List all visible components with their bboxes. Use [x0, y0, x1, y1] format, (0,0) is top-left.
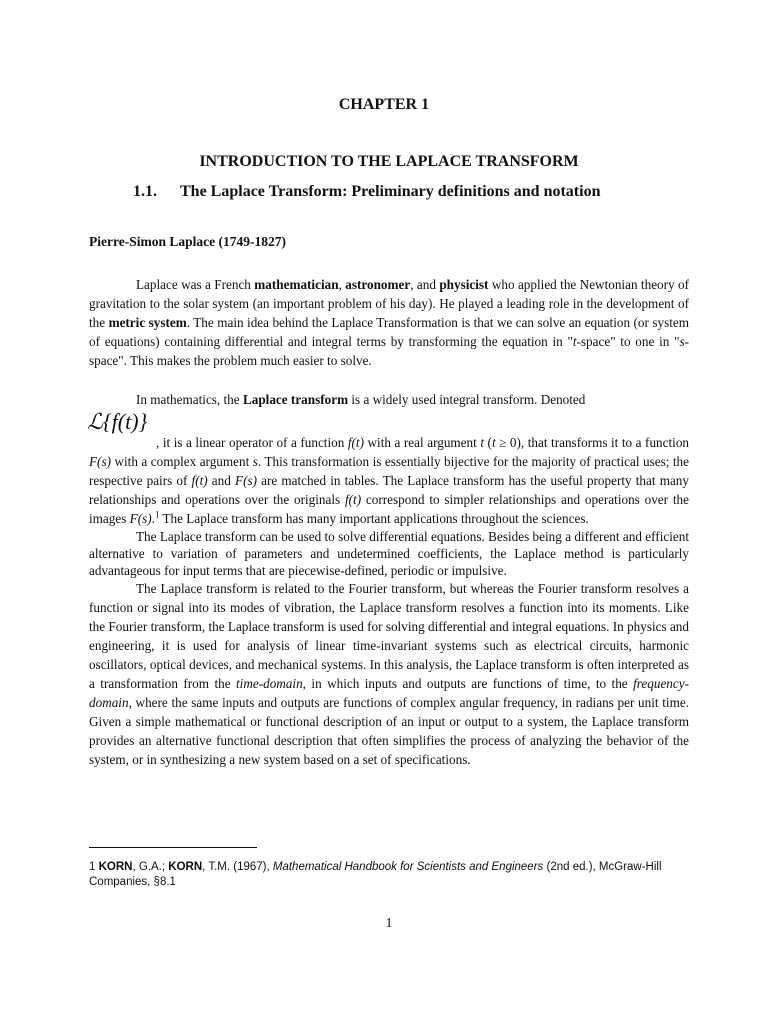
p1-bold-astronomer: astronomer: [345, 277, 411, 292]
footnote-text: (2nd ed.), McGraw-Hill Companies, §8.1: [89, 861, 662, 888]
p2-italic: s: [252, 454, 258, 469]
p2-text: with a real argument: [364, 435, 481, 450]
p2-text: is a widely used integral transform. Denoted: [348, 392, 586, 407]
p1-text: -space" to one in ": [576, 334, 680, 349]
p4-italic-time-domain: time-domain: [236, 676, 303, 691]
p2-text: .: [151, 511, 155, 526]
p2-italic: f(t): [191, 473, 208, 488]
p1-text: . The main idea behind the Laplace Transformation is that we can solve an equation (or system of equations) containing differential and integral terms by transforming the equation in ": [89, 315, 689, 349]
footnote-number: 1: [89, 861, 96, 873]
paragraph-definitions: [89, 390, 689, 769]
p2-text: , it is a linear operator of a function: [156, 435, 348, 450]
p1-text: who applied the Newtonian theory of gravitation to the solar system (an important problem of his day). He played a leading role in the development of the: [89, 277, 690, 330]
footnote-divider: [89, 847, 257, 848]
footnote-author: KORN: [98, 861, 133, 873]
p2-bold-laplace-transform: Laplace transform: [242, 392, 349, 407]
p4-italic-frequency-domain: frequency-domain: [89, 676, 689, 710]
p2-italic: F(s): [129, 511, 152, 526]
footnote: [89, 860, 689, 890]
p1-bold-physicist: physicist: [439, 277, 489, 292]
footnote-text: , G.A.;: [132, 861, 169, 873]
p2-italic: F(s): [235, 473, 257, 488]
p2-italic: t: [480, 435, 484, 450]
p4-text: , in which inputs and outputs are functions of time, to the: [302, 676, 634, 691]
footnote-book-title: Mathematical Handbook for Scientists and Engineers: [272, 861, 544, 873]
p2-text: and: [207, 473, 236, 488]
p1-italic-s: s: [679, 334, 685, 349]
p2-text: are matched in tables. The Laplace transform has the useful property that many relationships and operations over the originals: [89, 473, 689, 507]
page-number: 1: [385, 915, 393, 930]
p1-bold-metric-system: metric system: [108, 315, 187, 330]
footnote-ref: 1: [154, 509, 160, 520]
p4-text: , where the same inputs and outputs are functions of complex angular frequency, in radians per unit time. Given a simple mathematical or functional description of an input or output to a system, the Laplace transform provides an alternative functional description that often simplifies the process of analyzing the behavior of the system, or in synthesizing a new system based on a set of specifications.: [89, 695, 689, 767]
paragraph-1-text: [89, 275, 689, 370]
paragraph-2-text: [89, 390, 689, 409]
paragraph-differential-equations: The Laplace transform can be used to solve differential equations. Besides being a different and efficient alternative to variation of parameters and undetermined coefficients, the Laplace method is particularly advantageous for input terms that are piecewise-defined, periodic or impulsive.: [89, 529, 689, 578]
p2-text: . This transformation is essentially bijective for the majority of practical uses; the respective pairs of: [89, 454, 689, 488]
p1-bold-mathematician: mathematician: [254, 277, 339, 292]
chapter-title: INTRODUCTION TO THE LAPLACE TRANSFORM: [199, 153, 579, 170]
p2-text: correspond to simpler relationships and operations over the images: [89, 492, 689, 526]
footnote-author: KORN: [168, 861, 203, 873]
p4-text: The Laplace transform is related to the Fourier transform, but whereas the Fourier transform resolves a function or signal into its modes of vibration, the Laplace transform resolves a function into its moments. Like the Fourier transform, the Laplace transform is used for solving differential and integral equations. In physics and engineering, it is used for analysis of linear time-invariant systems such as electrical circuits, harmonic oscillators, optical devices, and mechanical systems. In this analysis, the Laplace transform is often interpreted as a transformation from the: [89, 581, 689, 691]
p2-text: The Laplace transform has many important applications throughout the sciences.: [159, 511, 589, 526]
p2-text: ≥ 0), that transforms it to a function: [495, 435, 690, 450]
p2-italic: f(t): [344, 492, 362, 507]
p2-italic: t: [491, 435, 496, 450]
p2-italic: f(t): [347, 435, 364, 450]
p2-text: with a complex argument: [110, 454, 253, 469]
section-number: 1.1.: [133, 183, 157, 200]
p2-italic: F(s): [89, 454, 111, 469]
laplace-symbol: ℒ{f(t)}: [87, 409, 148, 434]
paragraph-laplace-bio: [89, 275, 689, 370]
bio-heading: Pierre-Simon Laplace (1749-1827): [89, 234, 286, 249]
p2-text: (: [484, 435, 492, 450]
p1-italic-t: t: [572, 334, 577, 349]
chapter-heading: CHAPTER 1: [338, 96, 430, 113]
p2-text: In mathematics, the: [136, 392, 243, 407]
section-heading: [133, 183, 600, 201]
p1-text: Laplace was a French: [136, 277, 255, 292]
paragraph-2-continued: [89, 409, 689, 528]
paragraph-fourier: [89, 579, 689, 769]
p1-text: , and: [410, 277, 440, 292]
p1-text: ,: [338, 277, 346, 292]
p1-text: -space". This makes the problem much easier to solve.: [89, 334, 690, 368]
section-title: The Laplace Transform: Preliminary definitions and notation: [180, 183, 601, 200]
footnote-text: , T.M. (1967),: [202, 861, 273, 873]
